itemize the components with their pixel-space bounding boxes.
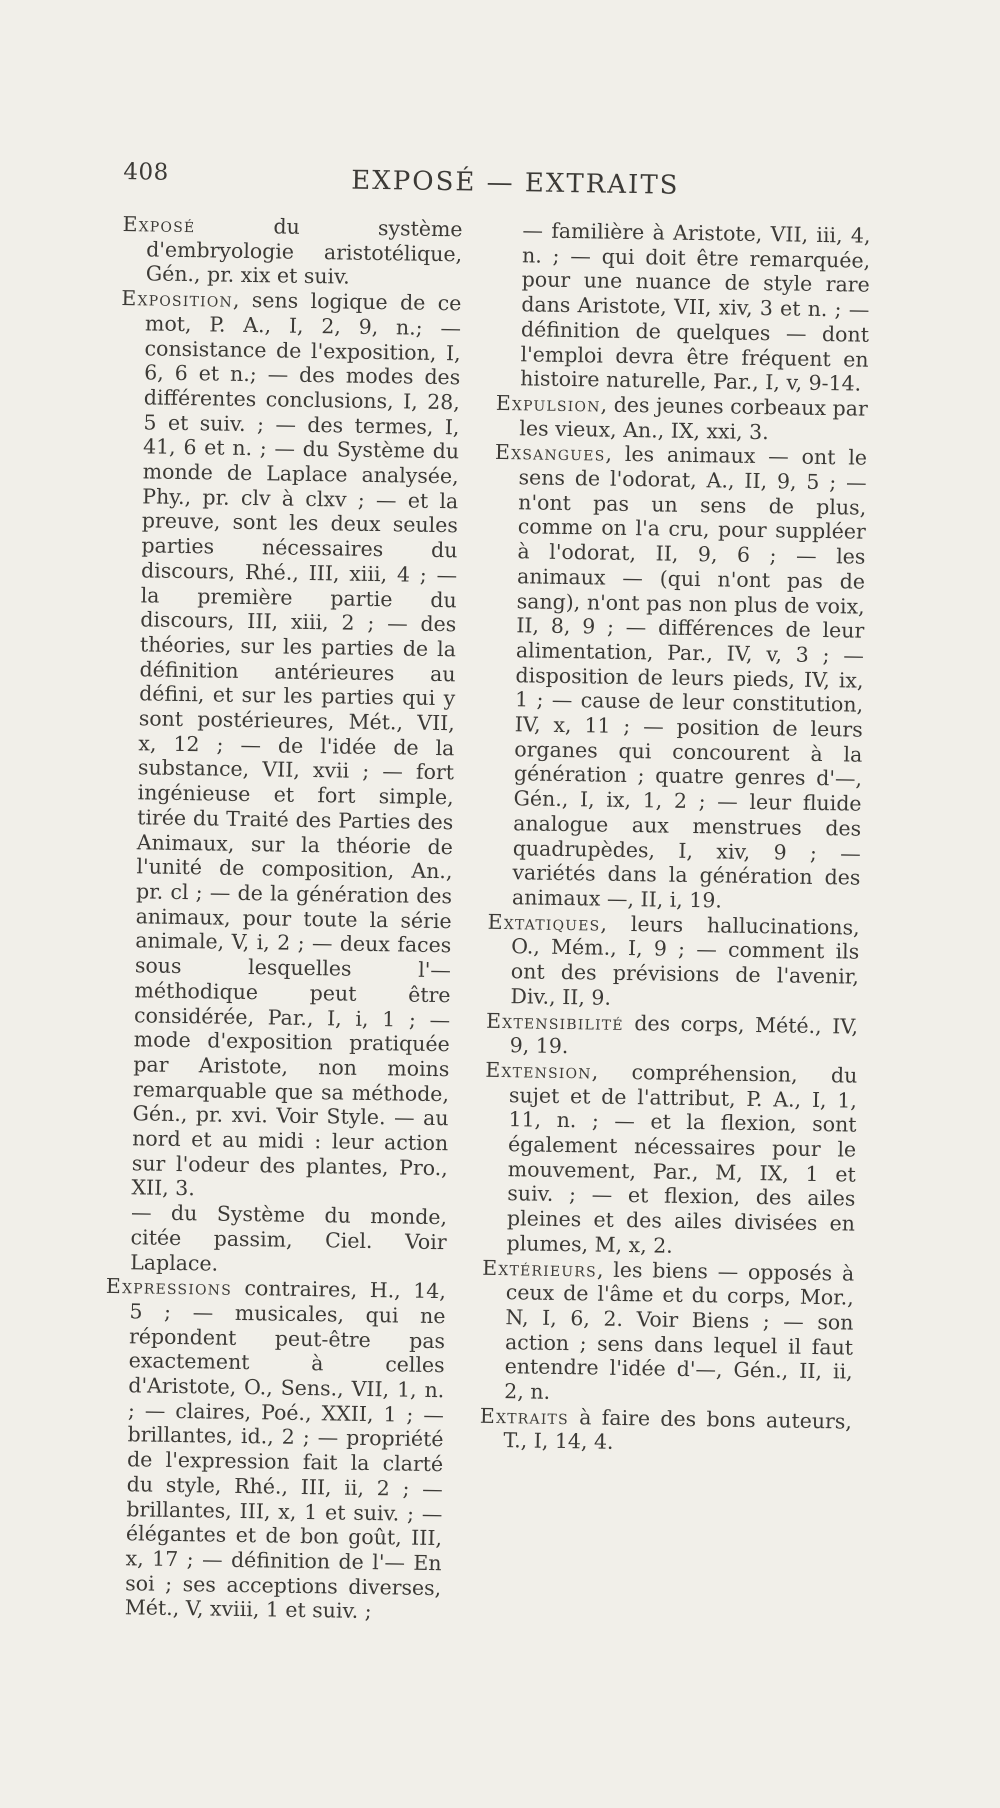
entry-headword: Extatiques [487,909,601,936]
right-column [479,218,870,1459]
entry-headword: Extérieurs [482,1255,598,1282]
entry-continuation: — du Système du monde, citée passim, Ciel. Voir Laplace. [130,1200,448,1276]
index-entry [107,286,461,1205]
entry-headword: Extraits [479,1403,570,1429]
entry-text: , les biens — opposés à ceux de l'âme et du corps, Mor., N, I, 6, 2. Voir Biens ; — son action ; sens dans lequel il faut entendre l'idée d'—, Gén., II, ii, 2, n. [504,1257,855,1404]
entry-headword: Extension [485,1057,592,1084]
entry-headword: Expressions [105,1274,233,1301]
entry-continuation: — familière à Aristote, VII, iii, 4, n. ; — qui doit être remarquée, pour une nuance de style rare dans Aristote, VII, xiv, 3 et n. ; — définition de quelques — dont l'emploi devra être fréquent en histoire naturelle, Par., I, v, 9-14. [520,218,871,396]
entry-text: contraires, H., 14, 5 ; — musicales, qui ne répondent peut-être pas exactement à celles d'Aristote, O., Sens., VII, 1, n. ; — claires, Poé., XXII, 1 ; — brillantes, id., 2 ; — propriété de l'expression fait la clarté du style, Rhé., III, ii, 2 ; — brillantes, III, x, 1 et suiv. ; — élégantes et de bon goût, III, x, 17 ; — définition de l'— En soi ; ses acceptions diverses, Mét., V, xviii, 1 et suiv. ; [124,1276,447,1624]
entry-text: , des jeunes corbeaux par les vieux, An., IX, xxi, 3. [519,392,868,444]
entry-text: , sens logique de ce mot, P. A., I, 2, 9, n.; — consistance de l'exposition, I, 6, 6 et n.; — des modes des différentes conclusions, I, 28, 5 et suiv. ; — des termes, I, 41, 6 et n. ; — du Système du monde de Laplace analysée, Phy., pr. clv à clxv ; — et la preuve, sont les deux seules parties nécessaires du discours, Rhé., III, xiii, 4 ; — la première partie du discours, III, xiii, 2 ; — des théories, sur les parties de la définition antérieures au défini, et sur les parties qui y sont postérieures, Mét., VII, x, 12 ; — de l'idée de la substance, VII, xvii ; — fort ingénieuse et fort simple, tirée du Traité des Parties des Animaux, sur la théorie de l'unité de composition, An., pr. cl ; — de la génération des animaux, pour toute la série animale, V, i, 2 ; — deux faces sous lesquelles l'— méthodique peut être considérée, Par., I, i, 1 ; — mode d'exposition pratiquée par Aristote, non moins remarquable que sa méthode, Gén., pr. xvi. Voir Style. — au nord et au midi : leur action sur l'odeur des plantes, Pro., XII, 3. [131,287,462,1201]
index-entry [488,440,867,915]
entry-text: , compréhension, du sujet et de l'attribut, P. A., I, 1, 11, n. ; — et la flexion, sont également nécessaires pour le mouvement, Par., M, IX, 1 et suiv. ; — et flexion, des ailes pleines et des ailes divisées en plumes, M, x, 2. [506,1059,858,1258]
entry-text: , les animaux — ont le sens de l'odorat, A., II, 9, 5 ; — n'ont pas un sens de plus, comme on l'a cru, pour suppléer à l'odorat, II, 9, 6 ; — les animaux — (qui n'ont pas de sang), n'ont pas non plus de voix, II, 8, 9 ; — différences de leur alimentation, Par., IV, v, 3 ; — disposition de leurs pieds, IV, ix, 1 ; — cause de leur constitution, IV, x, 11 ; — position de leurs organes qui concourent à la génération ; quatre genres d'—, Gén., I, ix, 1, 2 ; — leur fluide analogue aux menstrues des quadrupèdes, I, xiv, 9 ; — variétés dans la génération des animaux —, II, i, 19. [511,441,868,913]
entry-text: à faire des bons auteurs, T., I, 14, 4. [503,1404,853,1455]
running-title: EXPOSÉ — EXTRAITS [351,165,680,201]
entry-headword: Exposé [122,211,196,238]
entry-text: , leurs hallucinations, O., Mém., I, 9 ; — comment ils ont des prévisions de l'avenir, Div., II, 9. [510,911,860,1010]
index-entry [486,1008,859,1063]
entry-headword: Extensibilité [485,1008,624,1035]
index-entry [486,909,860,1014]
entry-headword: Expulsion [495,390,601,417]
entry-headword: Exsangues [494,440,606,466]
index-entry [480,1255,854,1409]
index-entry [101,1274,446,1625]
entry-text: des corps, Mété., IV, 9, 19. [509,1010,859,1059]
left-column [101,212,463,1625]
index-entry [495,391,868,446]
index-entry [482,1058,857,1261]
page-number: 408 [123,158,169,186]
index-entry [479,1403,852,1458]
index-entry [122,212,463,291]
entry-text: du système d'embryologie aristotélique, Gén., pr. xix et suiv. [145,213,463,289]
entry-headword: Exposition [121,286,234,312]
